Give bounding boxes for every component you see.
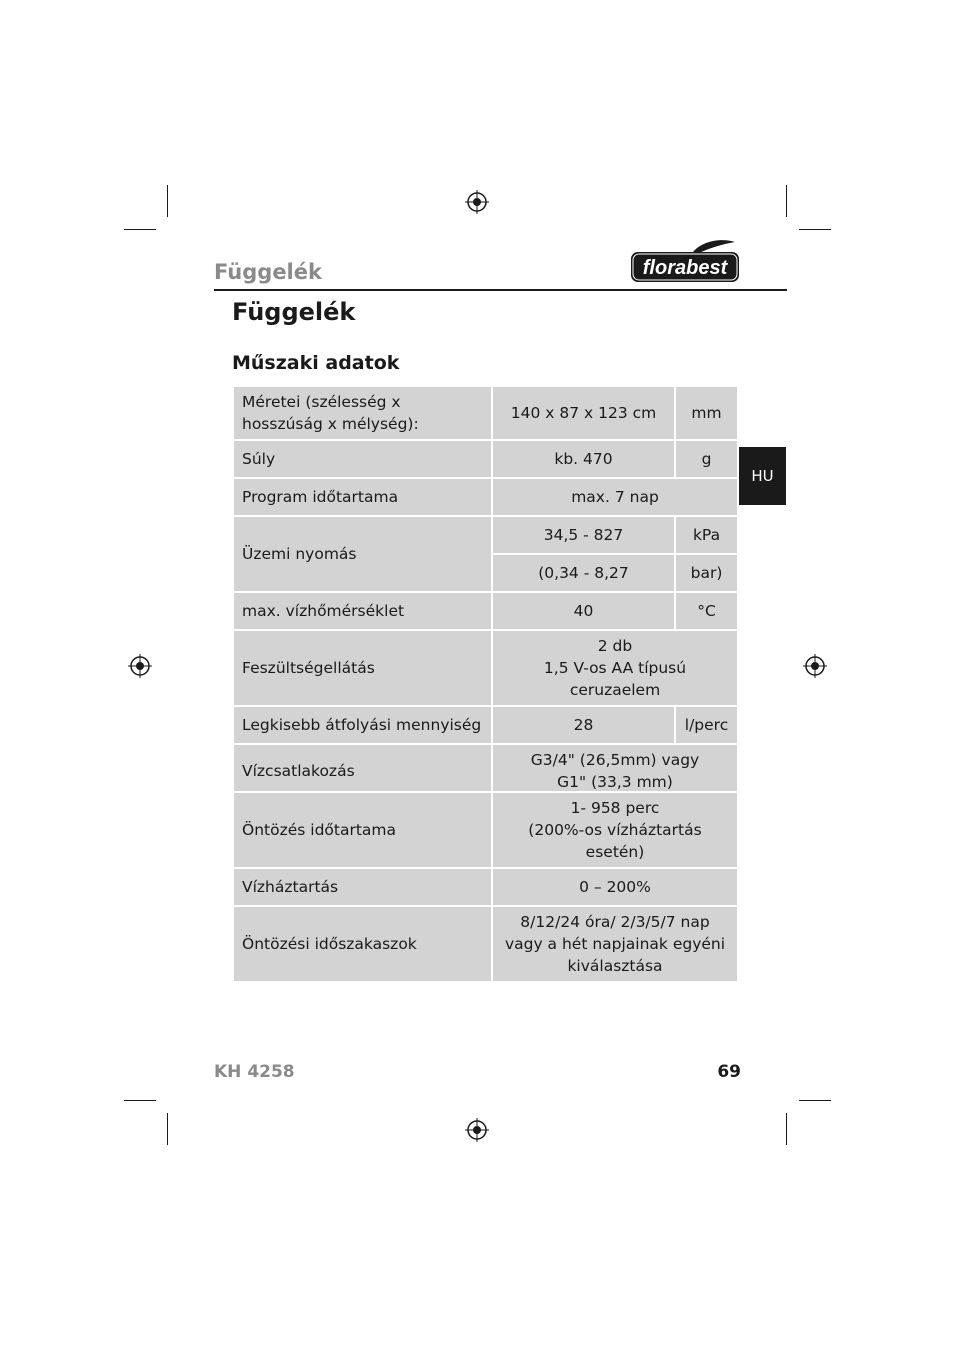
spec-label: Program időtartama [233, 478, 492, 516]
table-row [233, 744, 738, 798]
crop-mark [124, 1100, 156, 1101]
specs-table [232, 385, 739, 799]
table-row [233, 792, 738, 868]
spec-value-line: G1" (33,3 mm) [557, 773, 673, 791]
spec-unit: g [675, 440, 738, 478]
table-row [233, 706, 738, 744]
crop-mark [799, 1100, 831, 1101]
spec-label: Feszültségellátás [233, 630, 492, 706]
spec-value [492, 792, 738, 868]
spec-value: 34,5 - 827 [492, 516, 675, 554]
spec-unit: °C [675, 592, 738, 630]
crop-mark [786, 185, 787, 217]
spec-value-line: G3/4" (26,5mm) vagy [530, 751, 700, 769]
spec-value [492, 630, 738, 706]
table-row [233, 440, 738, 478]
table-row [233, 478, 738, 516]
registration-mark-icon [128, 654, 152, 678]
footer-model: KH 4258 [214, 1062, 295, 1082]
watering-table [232, 791, 739, 983]
header-title: Függelék [214, 260, 322, 284]
spec-value: kb. 470 [492, 440, 675, 478]
spec-value-line: 1,5 V-os AA típusú ceruzaelem [543, 659, 687, 699]
crop-mark [167, 185, 168, 217]
spec-unit: l/perc [675, 706, 738, 744]
spec-label: Legkisebb átfolyási mennyiség [233, 706, 492, 744]
spec-label: Öntözési időszakaszok [233, 906, 492, 982]
spec-value-line: vagy a hét napjainak egyéni [504, 935, 726, 953]
table-row [233, 386, 738, 440]
spec-value-line: 2 db [597, 637, 633, 655]
spec-label: max. vízhőmérséklet [233, 592, 492, 630]
table-row [233, 516, 738, 554]
spec-value-line: 8/12/24 óra/ 2/3/5/7 nap [520, 913, 710, 931]
registration-mark-icon [465, 190, 489, 214]
spec-value: max. 7 nap [492, 478, 738, 516]
florabest-logo [627, 238, 742, 284]
registration-mark-icon [803, 654, 827, 678]
crop-mark [799, 229, 831, 230]
spec-label: Méretei (szélesség x hosszúság x mélység): [233, 386, 492, 440]
spec-label: Súly [233, 440, 492, 478]
spec-value [492, 906, 738, 982]
spec-value-line: (200%-os vízháztartás esetén) [528, 821, 702, 861]
spec-value-line: kiválasztása [567, 957, 663, 975]
spec-label: Üzemi nyomás [233, 516, 492, 592]
spec-value: (0,34 - 8,27 [492, 554, 675, 592]
spec-value: 40 [492, 592, 675, 630]
crop-mark [167, 1113, 168, 1145]
header-rule [214, 289, 787, 291]
section-title: Műszaki adatok [232, 352, 400, 374]
spec-value: 0 – 200% [492, 868, 738, 906]
spec-unit: kPa [675, 516, 738, 554]
spec-value: 140 x 87 x 123 cm [492, 386, 675, 440]
language-tab: HU [739, 447, 786, 505]
page-title: Függelék [232, 298, 356, 326]
spec-label: Öntözés időtartama [233, 792, 492, 868]
spec-value: 28 [492, 706, 675, 744]
table-row [233, 630, 738, 706]
spec-unit: bar) [675, 554, 738, 592]
spec-value-line: 1- 958 perc [570, 799, 660, 817]
brand-name: florabest [642, 257, 728, 279]
table-row [233, 592, 738, 630]
spec-unit: mm [675, 386, 738, 440]
table-row [233, 868, 738, 906]
crop-mark [124, 229, 156, 230]
spec-label: Vízháztartás [233, 868, 492, 906]
page-number: 69 [717, 1062, 741, 1082]
spec-value [492, 744, 738, 798]
table-row [233, 906, 738, 982]
spec-label: Vízcsatlakozás [233, 744, 492, 798]
registration-mark-icon [465, 1118, 489, 1142]
crop-mark [786, 1113, 787, 1145]
